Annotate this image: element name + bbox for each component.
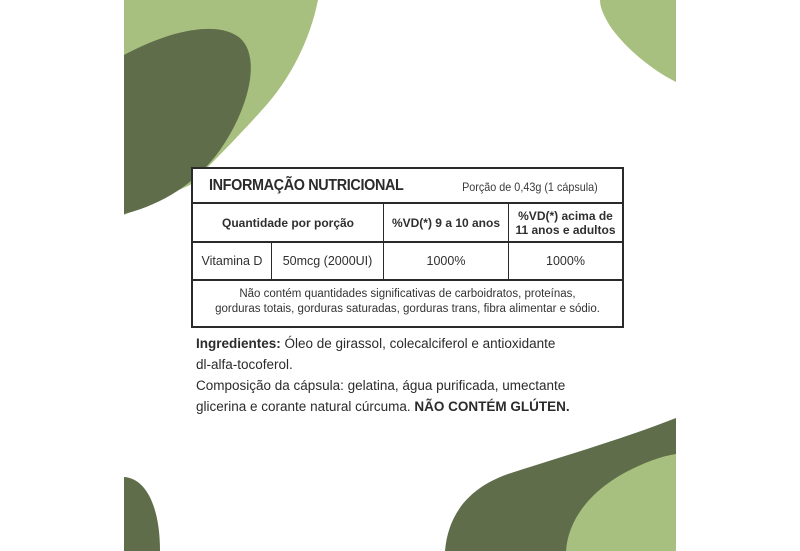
left-margin [0,0,124,551]
nutrient-name: Vitamina D [201,254,263,268]
ingredients-line-1: Ingredientes: Óleo de girassol, colecalciferol e antioxidante [196,336,556,351]
table-header-row [193,204,622,243]
table-footnote-row [193,281,622,326]
header-vd-child: %VD(*) 9 a 10 anos [383,204,508,241]
header-quantity: Quantidade por porção [221,215,354,230]
nutrient-vd-child: 1000% [383,243,508,279]
table-title: INFORMAÇÃO NUTRICIONAL [209,177,404,194]
ingredients-section [196,333,656,417]
blob-top-right-light [600,0,676,82]
ingredients-line-2: dl-alfa-tocoferol. [196,357,293,372]
table-row [193,243,622,281]
header-vd-adult: %VD(*) acima de 11 anos e adultos [508,204,622,241]
nutrient-vd-adult: 1000% [508,243,622,279]
ingredients-label: Ingredientes: [196,336,281,351]
nutrient-amount: 50mcg (2000UI) [271,243,383,279]
table-title-row [193,169,622,204]
table-footnote: Não contém quantidades significativas de carboidratos, proteínas, gorduras totais, gorduras saturadas, gorduras trans, fibra alimentar e sódio. [215,288,600,315]
blob-bottom-left-dark [124,477,160,551]
portion-size: Porção de 0,43g (1 cápsula) [462,180,598,194]
gluten-free-notice: NÃO CONTÉM GLÚTEN. [414,399,570,414]
right-margin [676,0,800,551]
nutrition-facts-table [191,167,624,328]
capsule-line-1: Composição da cápsula: gelatina, água purificada, umectante [196,378,566,393]
capsule-line-2: glicerina e corante natural cúrcuma. NÃO CONTÉM GLÚTEN. [196,399,570,414]
